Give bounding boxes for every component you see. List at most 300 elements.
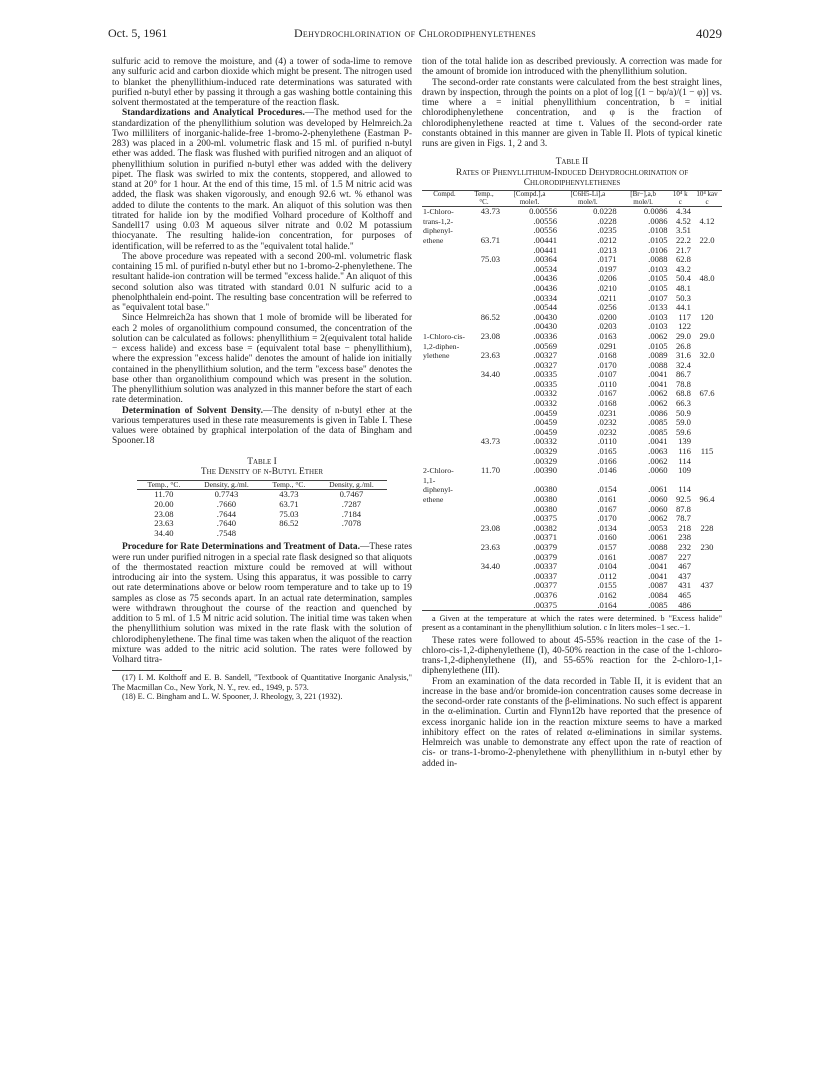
- left-column: [112, 57, 412, 701]
- table-cell: .0107: [648, 292, 668, 303]
- table-row: [137, 529, 387, 539]
- table-cell: 22.0: [699, 234, 715, 245]
- table-cell: .0103: [648, 321, 668, 332]
- table-cell: .00375: [501, 601, 558, 611]
- paragraph: These rates were followed to about 45-55% reaction in the case of the 1-chloro-cis-1,2-diphenylethene (I), 40-50% reaction in the case of the 1-chloro-trans-1,2-diphenylethene (II), and 55-65% reaction for the 2-chloro-1,1-diphenylethene (III).: [422, 635, 722, 677]
- footnote: (17) I. M. Kolthoff and E. B. Sandell, "Textbook of Quantitative Inorganic Analysis," The Macmillan Co., New York, N. Y., rev. ed., 1949, p. 573.: [112, 673, 412, 692]
- table-row: [422, 581, 722, 591]
- table-cell: [422, 553, 467, 563]
- table-cell: 21.7: [675, 244, 691, 255]
- table-cell: .00459: [533, 417, 558, 428]
- table-cell: [422, 562, 467, 572]
- table-cell: [467, 389, 501, 399]
- table-cell: .0200: [597, 311, 617, 322]
- table-cell: [422, 601, 467, 611]
- table-cell: 0.7467: [339, 489, 364, 500]
- table-cell: .0103: [648, 263, 668, 274]
- table-cell: .00332: [533, 436, 558, 447]
- table-cell: .00332: [533, 398, 558, 409]
- table-cell: 96.4: [699, 494, 715, 504]
- table-cell: .0105: [648, 282, 668, 293]
- table-cell: .00335: [533, 369, 558, 380]
- table-cell: 22.2: [675, 234, 691, 245]
- table-cell: .0167: [597, 503, 617, 514]
- table-cell: [467, 409, 501, 419]
- table-cell: [422, 447, 467, 457]
- section-heading: Standardizations and Analytical Procedures.: [122, 108, 305, 119]
- table-cell: [467, 399, 501, 409]
- paragraph: sulfuric acid to remove the moisture, and (4) a tower of soda-lime to remove any sulfuric acid and carbon dioxide which might be present. The nitrogen used to blanket the phenyllithium-induced rate determinations was saturated with purified n-butyl ether by passing it through a gas washing bottle containing this solvent thermostated at the temperature of the reaction flask.: [112, 57, 412, 108]
- table-cell: [467, 274, 501, 284]
- table-cell: .00459: [533, 407, 558, 418]
- table-cell: 23.63: [480, 350, 501, 361]
- table-cell: 0.0086: [643, 206, 668, 217]
- col-header: Compd.: [422, 191, 467, 207]
- table-cell: 2-Chloro-1,1-: [423, 466, 454, 485]
- table-cell: [692, 601, 722, 611]
- table-cell: [692, 562, 722, 572]
- table-cell: [467, 505, 501, 515]
- table-cell: .0166: [597, 455, 617, 466]
- table-cell: 0.00556: [529, 206, 558, 217]
- table-cell: 467: [678, 561, 691, 572]
- table-cell: 48.1: [675, 282, 691, 293]
- table-cell: 120: [700, 311, 714, 322]
- paragraph: Determination of Solvent Density.—The density of n-butyl ether at the various temperatures used in these rate measurements is given in Table I. These values were obtained by graphical interpolation of the data of Bingham and Spooner.18: [112, 405, 412, 447]
- table-cell: .0085: [618, 601, 669, 611]
- table-cell: 31.6: [675, 350, 691, 361]
- table-cell: [692, 505, 722, 515]
- table-cell: .0041: [648, 378, 668, 389]
- paragraph: Standardizations and Analytical Procedures.—The method used for the standardization of the phenyllithium solution was developed by Helmreich.2a Two milliliters of inorganic-halide-free 1-bromo-2-phenylethene (Eastman P-283) was placed in a 200-ml. volumetric flask and 15 ml. of purified n-butyl ether was added. The flask was flushed with purified nitrogen and an aliquot of phenyllithium solution in purified n-butyl ether was added with the delivery pipet. The flask was swirled to mix the contents, stoppered, and allowed to stand at 20° for 1 hour. At the end of this time, 15 ml. of 1.5 M nitric acid was added, the flask was shaken vigorously, and enough 92.6 wt. % ethanol was added to dilute the contents to the mark. An aliquot of this solution was then titrated for halide ion by the modified Volhard procedure of Kolthoff and Sandell17 using 0.03 M aqueous silver nitrate and 0.02 M potassium thiocyanate. The resulting halide-ion concentration, for purposes of identification, will be referred to as the "equivalent total halide.": [112, 108, 412, 252]
- table-cell: [467, 601, 501, 611]
- paragraph: The second-order rate constants were calculated from the best straight lines, drawn by inspection, through the points on a plot of log [(1 − bφ/a)/(1 − φ)] vs. time where a = initial phenyllithium concentration, b = initial chlorodiphenylethene concentration, and φ is the fraction of chlorodiphenylethene reacted at time t. Values of the second-order rate constants obtained in this manner are given in Table II. Plots of typical kinetic runs are given in Figs. 1, 2 and 3.: [422, 77, 722, 149]
- table-cell: .0228: [597, 215, 617, 226]
- table-cell: 23.63: [480, 541, 501, 552]
- table-cell: 117: [678, 311, 691, 322]
- table-cell: 230: [700, 541, 714, 552]
- paragraph: tion of the total halide ion as described previously. A correction was made for the amount of bromide ion introduced with the phenyllithium solution.: [422, 57, 722, 78]
- table-cell: .00382: [533, 522, 558, 533]
- table-cell: .0041: [648, 570, 668, 581]
- table-cell: .0235: [597, 225, 617, 236]
- table-cell: .0133: [648, 302, 668, 313]
- table-cell: .0210: [597, 282, 617, 293]
- table-cell: .7184: [341, 508, 362, 519]
- col-header: [Br−],a,b mole/l.: [618, 191, 669, 207]
- right-column: [422, 57, 722, 769]
- table-cell: [467, 591, 501, 601]
- table-body: [137, 490, 387, 538]
- table-cell: .00544: [533, 302, 558, 313]
- col-header: Temp., °C.: [262, 481, 316, 490]
- table-cell: 68.8: [675, 388, 691, 399]
- paragraph: The above procedure was repeated with a second 200-ml. volumetric flask containing 15 ml. of purified n-butyl ether but no 1-bromo-2-phenylethene. The resultant halide-ion contration will be termed "excess halide." An aliquot of this second solution also was titrated with standard 0.01 N sulfuric acid to a phenolphthalein end-point. The resulting base concentration will be referred to as "equivalent total base.": [112, 251, 412, 313]
- table-cell: .0062: [648, 398, 668, 409]
- table-cell: .0212: [597, 234, 617, 245]
- table-cell: [467, 485, 501, 495]
- table-cell: .00336: [533, 330, 558, 341]
- table-cell: 431: [678, 580, 691, 591]
- table-cell: .7640: [216, 518, 237, 529]
- table-cell: [692, 418, 722, 428]
- table-row: [422, 466, 722, 485]
- table-cell: [422, 380, 467, 390]
- table-cell: 228: [700, 522, 714, 533]
- table-cell: 78.7: [675, 513, 691, 524]
- table-cell: .00556: [533, 225, 558, 236]
- table-cell: 1-Chloro-: [423, 207, 454, 217]
- table-cell: .0154: [597, 484, 617, 495]
- section-heading: Determination of Solvent Density.: [122, 405, 263, 416]
- table-cell: 44.1: [675, 302, 691, 313]
- table-cell: [422, 389, 467, 399]
- col-header: [Compd.],a mole/l.: [501, 191, 558, 207]
- table-cell: .0106: [648, 244, 668, 255]
- table-row: [422, 591, 722, 601]
- table-cell: 87.8: [675, 503, 691, 514]
- table-cell: .7644: [216, 508, 237, 519]
- table-cell: [262, 529, 316, 539]
- table-row: [422, 437, 722, 447]
- table-cell: .0168: [597, 398, 617, 409]
- table-cell: 63.71: [279, 499, 299, 509]
- table-cell: .0053: [648, 522, 668, 533]
- table-cell: 115: [700, 446, 714, 457]
- table-cell: 34.40: [480, 561, 501, 572]
- table-row: [422, 572, 722, 582]
- table-cell: 43.73: [480, 206, 501, 217]
- footnote-rule: [112, 670, 182, 671]
- table-row: [422, 313, 722, 323]
- table-cell: 34.40: [154, 527, 174, 538]
- table-cell: .0232: [597, 417, 617, 428]
- table-cell: [692, 284, 722, 294]
- table-cell: 1,2-diphen-: [423, 341, 460, 351]
- col-header: Density, g./ml.: [316, 481, 387, 490]
- table-cell: .00371: [533, 532, 558, 543]
- table-cell: .00441: [533, 234, 558, 245]
- table-cell: ylethene: [423, 351, 450, 361]
- table-cell: .00380: [533, 484, 558, 495]
- table-title: The Density of n-Butyl Ether: [200, 466, 324, 477]
- col-header: Temp., °C.: [467, 191, 501, 207]
- table-cell: .0291: [597, 340, 617, 351]
- table-cell: .00569: [533, 340, 558, 351]
- table-cell: [422, 370, 467, 380]
- table-cell: [422, 361, 467, 371]
- table-cell: 75.03: [279, 508, 299, 519]
- table-cell: .0063: [648, 446, 668, 457]
- table-cell: [422, 322, 467, 332]
- table-cell: .0170: [597, 513, 617, 524]
- table-cell: .0211: [597, 292, 617, 303]
- table-cell: [692, 591, 722, 601]
- table-cell: [422, 591, 467, 601]
- table-cell: [422, 581, 467, 591]
- table-cell: .0088: [648, 359, 668, 370]
- table-cell: .00332: [533, 388, 558, 399]
- table-cell: 34.40: [480, 369, 501, 380]
- table-cell: .00329: [533, 446, 558, 457]
- table-cell: [467, 447, 501, 457]
- table-cell: .0161: [597, 551, 617, 562]
- table-cell: 92.5: [675, 494, 691, 504]
- table-cell: .0086: [648, 407, 668, 418]
- table-cell: .00380: [533, 494, 558, 504]
- table-cell: 48.0: [699, 273, 715, 284]
- table-cell: [422, 246, 467, 256]
- table-cell: 78.8: [675, 378, 691, 389]
- table-cell: .0171: [597, 254, 617, 265]
- section-heading: Procedure for Rate Determinations and Treatment of Data.: [122, 542, 360, 553]
- table-cell: .0104: [597, 561, 617, 572]
- table-cell: .00337: [533, 561, 558, 572]
- table-cell: [692, 428, 722, 438]
- table-cell: .00441: [533, 244, 558, 255]
- table-cell: 43.2: [675, 263, 691, 274]
- table-cell: diphenyl-: [423, 485, 453, 495]
- table-cell: [422, 514, 467, 524]
- table-cell: 50.9: [675, 407, 691, 418]
- table-cell: [467, 581, 501, 591]
- table-cell: [422, 303, 467, 313]
- table-cell: 62.8: [675, 254, 691, 265]
- table-cell: .00430: [533, 311, 558, 322]
- table-cell: 227: [678, 551, 691, 562]
- table-cell: .0105: [648, 273, 668, 284]
- table-label: Table I: [247, 456, 277, 467]
- table-cell: 20.00: [154, 499, 174, 509]
- table-row: [422, 562, 722, 572]
- table-cell: .0108: [648, 225, 668, 236]
- table-cell: 66.3: [675, 398, 691, 409]
- table-cell: 23.08: [154, 508, 174, 519]
- table-cell: .0087: [648, 580, 668, 591]
- table-cell: .0062: [648, 513, 668, 524]
- table-cell: .0041: [648, 436, 668, 447]
- density-table: [137, 480, 387, 538]
- table-cell: 63.71: [480, 234, 501, 245]
- table-cell: 4.12: [699, 215, 715, 226]
- table-cell: .0041: [648, 369, 668, 380]
- table-cell: 59.0: [675, 417, 691, 428]
- table-cell: .0213: [597, 244, 617, 255]
- table-cell: [422, 294, 467, 304]
- table-cell: 32.0: [699, 350, 715, 361]
- table-cell: .0062: [648, 388, 668, 399]
- table-cell: .0084: [648, 589, 668, 600]
- table-cell: [692, 553, 722, 563]
- table-cell: [422, 284, 467, 294]
- table-cell: .0161: [597, 494, 617, 504]
- table-cell: [422, 533, 467, 543]
- table-cell: 465: [678, 589, 691, 600]
- table-cell: trans-1,2-: [423, 216, 454, 226]
- table-cell: [467, 217, 501, 227]
- table-cell: [422, 543, 467, 553]
- table-cell: .00379: [533, 541, 558, 552]
- table-cell: [467, 294, 501, 304]
- table-cell: .0256: [597, 302, 617, 313]
- table-cell: .0203: [597, 321, 617, 332]
- table-row: [422, 553, 722, 563]
- table-cell: .0061: [648, 484, 668, 495]
- table-cell: [692, 409, 722, 419]
- table-cell: [422, 505, 467, 515]
- table-row: [422, 457, 722, 467]
- table-cell: 0.7743: [214, 489, 239, 500]
- table-cell: .00337: [533, 570, 558, 581]
- col-header: 10⁴ kav c: [692, 191, 722, 207]
- table-row: [137, 519, 387, 529]
- table-cell: .0062: [648, 455, 668, 466]
- table-cell: [692, 246, 722, 256]
- table-cell: .0206: [597, 273, 617, 284]
- footnote: (18) E. C. Bingham and L. W. Spooner, J. Rheology, 3, 221 (1932).: [122, 691, 343, 701]
- table-cell: .00534: [533, 263, 558, 274]
- table-row: [422, 428, 722, 438]
- table-cell: 29.0: [675, 330, 691, 341]
- paragraph: Since Helmreich2a has shown that 1 mole of bromide will be liberated for each 2 moles of organolithium compound consumed, the concentration of the solution can be calculated as follows: phenyllithium = 2(equivalent total halide − excess halide) and excess base = (equivalent total base − phenyllithium), where the expression "excess halide" denotes the amount of halide ion initially contained in the phenyllithium solution, and the term "excess base" denotes the base other than organolithium compound which was present in the solution. The phenyllithium solution was analyzed in this manner before the start of each rate determination.: [112, 313, 412, 406]
- table-cell: [422, 428, 467, 438]
- table-cell: 114: [678, 484, 691, 495]
- table-cell: .00376: [533, 589, 558, 600]
- table-cell: .7548: [216, 527, 237, 538]
- table-cell: .00459: [533, 426, 558, 437]
- table-cell: 122: [678, 321, 691, 332]
- table-cell: [467, 265, 501, 275]
- table-cell: [422, 418, 467, 428]
- table-cell: .0168: [597, 350, 617, 361]
- table-cell: .0089: [648, 350, 668, 361]
- table-cell: 86.52: [279, 518, 299, 529]
- table-cell: .0164: [558, 601, 618, 611]
- table-cell: 0.0228: [593, 206, 617, 217]
- table-cell: [422, 572, 467, 582]
- table-cell: .00327: [533, 350, 558, 361]
- table-cell: 59.6: [675, 426, 691, 437]
- table-row: [422, 303, 722, 313]
- table-cell: [422, 265, 467, 275]
- table-cell: [692, 255, 722, 265]
- table-cell: .00377: [533, 580, 558, 591]
- table-row: [422, 524, 722, 534]
- table-cell: [467, 380, 501, 390]
- table-cell: .0060: [648, 494, 668, 504]
- table-cell: .0231: [597, 407, 617, 418]
- table-cell: [692, 361, 722, 371]
- table-cell: .7078: [341, 518, 362, 529]
- table-cell: .00329: [533, 455, 558, 466]
- table-cell: 43.73: [279, 489, 299, 500]
- table-cell: diphenyl-: [423, 226, 453, 236]
- table-title: Rates of Phenyllithium-Induced Dehydrochlorination of Chlorodiphenylethenes: [455, 167, 689, 188]
- table-cell: .0110: [597, 436, 617, 447]
- table-cell: 11.70: [481, 465, 501, 476]
- table-cell: .0163: [597, 330, 617, 341]
- table-row: [422, 533, 722, 543]
- table-cell: [692, 294, 722, 304]
- table-cell: 486: [669, 601, 692, 611]
- table-cell: 4.52: [675, 215, 691, 226]
- table-cell: 86.52: [480, 311, 501, 322]
- table-cell: 437: [678, 570, 691, 581]
- table-label: Table II: [555, 157, 589, 168]
- table-cell: 139: [678, 436, 691, 447]
- table-cell: .0060: [648, 503, 668, 514]
- table-cell: 50.4: [675, 273, 691, 284]
- table-cell: [467, 572, 501, 582]
- table-cell: [422, 524, 467, 534]
- table-cell: 32.4: [675, 359, 691, 370]
- table-cell: 26.8: [675, 340, 691, 351]
- table-cell: .0041: [648, 561, 668, 572]
- table-cell: .00364: [533, 254, 558, 265]
- paragraph: From an examination of the data recorded in Table II, it is evident that an increase in the base and/or bromide-ion concentration causes some decrease in the second-order rate constants of the β-eliminations. No such effect is apparent in the α-elimination. Curtin and Flynn12b have reported that the presence of excess inorganic halide ion in the reaction mixture seems to have a marked inhibitory effect on the rates of related α-eliminations in similar systems. Helmreich was unable to demonstrate any effect upon the rate of reaction of cis- or trans-1-bromo-2-phenylethene with phenyllithium in n-butyl ether by added in-: [422, 676, 722, 769]
- table-cell: 3.51: [675, 225, 691, 236]
- table-row: [422, 601, 722, 611]
- table-cell: 75.03: [480, 254, 501, 265]
- table-cell: [422, 457, 467, 467]
- table-cell: 232: [678, 541, 691, 552]
- table-cell: [422, 409, 467, 419]
- table-body: [422, 207, 722, 611]
- table-cell: [422, 255, 467, 265]
- table-cell: .0103: [648, 311, 668, 322]
- table-cell: .00436: [533, 282, 558, 293]
- table-row: [422, 543, 722, 553]
- table-cell: .0060: [648, 465, 668, 476]
- table-cell: .00379: [533, 551, 558, 562]
- table-row: [422, 447, 722, 457]
- table-footnote: a Given at the temperature at which the rates were determined. b "Excess halide" present as a contaminant in the phenyllithium solution. c In liters moles−1 sec.−1.: [422, 614, 722, 633]
- table-cell: [692, 466, 722, 485]
- table-cell: .0085: [648, 426, 668, 437]
- table-cell: .0087: [648, 551, 668, 562]
- table-cell: 238: [678, 532, 691, 543]
- table-cell: ethene: [423, 495, 444, 504]
- table-cell: 23.63: [154, 518, 174, 529]
- table-cell: 11.70: [154, 489, 174, 500]
- table-cell: .0197: [597, 263, 617, 274]
- table-cell: 23.08: [480, 522, 501, 533]
- table-cell: .7287: [341, 499, 362, 509]
- table-cell: [692, 457, 722, 467]
- table-cell: 218: [678, 522, 691, 533]
- table-cell: 67.6: [699, 388, 715, 399]
- table-row: [422, 514, 722, 524]
- table-cell: 23.08: [480, 330, 501, 341]
- table-cell: [467, 284, 501, 294]
- table-cell: 114: [678, 455, 691, 466]
- table-cell: .0162: [597, 589, 617, 600]
- table-cell: 437: [700, 580, 714, 591]
- table-cell: [422, 399, 467, 409]
- table-cell: 50.3: [675, 292, 691, 303]
- table-cell: 86.7: [675, 369, 691, 380]
- table-cell: [467, 495, 501, 505]
- table-cell: [692, 370, 722, 380]
- col-header: 10⁴ k c: [669, 191, 692, 207]
- table-cell: ethene: [423, 235, 444, 245]
- table-cell: .0157: [597, 541, 617, 552]
- journal-date: Oct. 5, 1961: [108, 26, 168, 40]
- table-cell: .0062: [648, 330, 668, 341]
- table-cell: .0167: [597, 388, 617, 399]
- rates-table: [422, 190, 722, 611]
- paragraph: Procedure for Rate Determinations and Treatment of Data.—These rates were run under purified nitrogen in a special rate flask designed so that aliquots of the thermostated reaction mixture could be removed at will without introducing air into the system. Using this apparatus, it was possible to carry out rate determinations above or below room temperature and to take up to 19 samples as close as 75 seconds apart. In an actual rate determination, samples were withdrawn throughout the course of the reaction and quenched by addition to 5 ml. of 1.5 M nitric acid solution. The initial time was taken when the phenyllithium solution was mixed in the rate flask with the solution of chlorodiphenylethene. The final time was taken when the aliquot of the reaction mixture was added to the nitric acid solution. The rates were followed by Volhard titra-: [112, 542, 412, 666]
